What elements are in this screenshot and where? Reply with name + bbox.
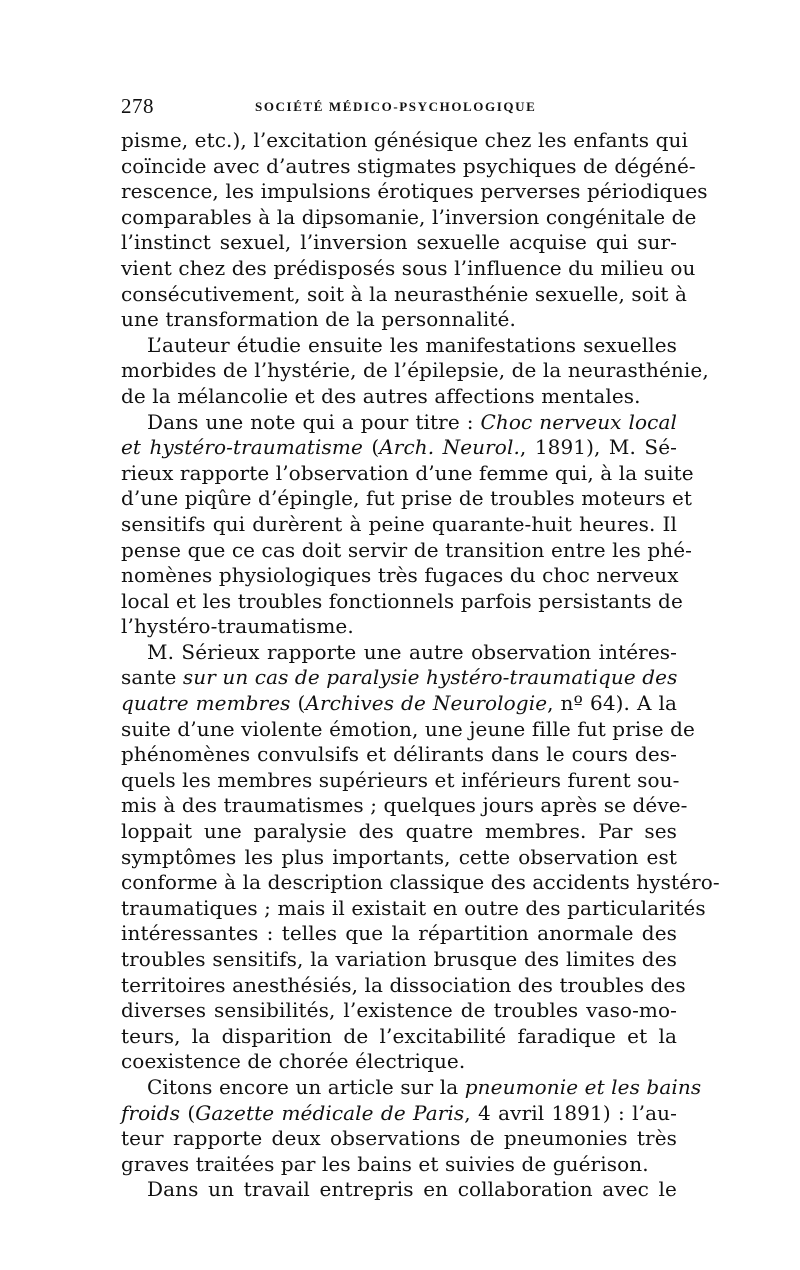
text-span: Dans une note qui a pour titre : — [147, 409, 481, 434]
text-line — [121, 230, 677, 256]
text-span: , nº 64). A la — [547, 691, 677, 716]
text-line — [121, 716, 695, 743]
text-span: suite d’une violente émotion, une jeune fille fut prise de — [121, 716, 695, 741]
text-line — [121, 767, 680, 794]
text-line — [121, 204, 697, 231]
text-span: de la mélancolie et des autres affections mentales. — [121, 383, 641, 408]
italic-text: quatre membres — [121, 691, 291, 716]
text-line — [121, 512, 677, 538]
text-line — [121, 845, 677, 871]
text-line — [121, 281, 687, 308]
text-line — [121, 665, 677, 691]
italic-text: Arch. Neurol. — [379, 435, 520, 460]
text-line — [121, 691, 677, 717]
text-line — [121, 563, 677, 589]
text-span: nomènes physiologiques très fugaces du choc nerveux — [121, 563, 679, 588]
text-line — [121, 410, 677, 436]
text-line — [121, 460, 694, 487]
italic-text: Gazette médicale de Paris — [195, 1100, 465, 1125]
text-span: pense que ce cas doit servir de transition entre les phé- — [121, 537, 693, 562]
text-line — [121, 1049, 677, 1075]
text-line — [121, 742, 677, 768]
text-span: comparables à la dipsomanie, l’inversion congénitale de — [121, 204, 697, 229]
text-span: Dans un travail entrepris en collaboration avec le — [147, 1177, 677, 1202]
text-line — [121, 384, 677, 410]
text-span: sante — [121, 665, 183, 690]
text-span: local et les troubles fonctionnels parfois persistants de — [121, 588, 683, 613]
text-line — [121, 179, 708, 205]
text-line — [121, 640, 677, 666]
text-span: une transformation de la personnalité. — [121, 307, 516, 332]
page-header — [121, 94, 677, 120]
text-line — [121, 588, 683, 615]
text-span: ( — [180, 1100, 196, 1125]
text-line — [121, 1024, 677, 1050]
page-number: 278 — [121, 94, 154, 118]
text-span: symptômes les plus importants, cette observation est — [121, 844, 677, 869]
italic-text: froids — [121, 1100, 181, 1125]
text-span: troubles sensitifs, la variation brusque des limites des — [121, 947, 677, 971]
body-text — [121, 128, 720, 1203]
text-span: traumatiques ; mais il existait en outre des particularités — [121, 895, 706, 920]
text-span: conforme à la description classique des accidents hystéro- — [121, 870, 720, 895]
italic-text: Archives de Neurologie — [305, 691, 548, 716]
text-span: ( — [290, 691, 306, 716]
text-span: morbides de l’hystérie, de l’épilepsie, de la neurasthénie, — [121, 358, 709, 383]
text-line — [121, 1101, 677, 1127]
text-span: pisme, etc.), l’excitation génésique chez les enfants qui — [121, 128, 688, 152]
text-line — [121, 819, 677, 845]
italic-text: sur un cas de paralysie hystéro-traumatique des — [182, 665, 678, 690]
text-line — [121, 537, 693, 564]
text-line — [121, 1152, 677, 1178]
text-line — [121, 435, 677, 461]
text-line — [121, 486, 693, 512]
text-line — [121, 895, 706, 922]
text-span: loppait une paralysie des quatre membres. Par ses — [121, 819, 677, 844]
text-line — [121, 947, 677, 973]
text-line — [121, 972, 686, 999]
italic-text: Choc nerveux local — [480, 409, 677, 434]
text-span: phénomènes convulsifs et délirants dans le cours des- — [121, 742, 677, 767]
text-line — [121, 128, 688, 154]
text-span: rieux rapporte l’observation d’une femme qui, à la suite — [121, 460, 694, 485]
text-span: d’une piqûre d’épingle, fut prise de troubles moteurs et — [121, 486, 693, 511]
text-line — [121, 307, 677, 333]
text-span: Citons encore un article sur la — [147, 1074, 465, 1099]
text-line — [121, 614, 677, 640]
text-span: , 1891), M. Sé- — [519, 435, 677, 460]
text-span: vient chez des prédisposés sous l’influence du milieu ou — [121, 255, 696, 280]
text-span: M. Sérieux rapporte une autre observation intéres- — [147, 639, 677, 664]
text-span: ( — [362, 435, 380, 460]
text-span: territoires anesthésiés, la dissociation des troubles des — [121, 972, 686, 997]
text-span: coexistence de chorée électrique. — [121, 1049, 466, 1074]
text-span: coïncide avec d’autres stigmates psychiques de dégéné- — [121, 153, 696, 178]
italic-text: et hystéro-traumatisme — [121, 435, 363, 460]
text-span: teurs, la disparition de l’excitabilité faradique et la — [121, 1023, 677, 1048]
text-span: consécutivement, soit à la neurasthénie sexuelle, soit à — [121, 281, 687, 306]
text-span: rescence, les impulsions érotiques perverses périodiques — [121, 179, 708, 204]
text-span: intéressantes : telles que la répartition anormale des — [121, 921, 677, 946]
text-span: l’hystéro-traumatisme. — [121, 614, 354, 639]
italic-text: pneumonie et les bains — [464, 1074, 702, 1099]
text-span: , 4 avril 1891) : l’au- — [464, 1100, 677, 1125]
text-line — [121, 333, 677, 359]
text-line — [121, 1126, 677, 1152]
text-span: diverses sensibilités, l’existence de troubles vaso-mo- — [121, 998, 677, 1023]
text-span: graves traitées par les bains et suivies de guérison. — [121, 1151, 649, 1176]
text-line — [121, 153, 696, 180]
text-span: teur rapporte deux observations de pneumonies très — [121, 1126, 677, 1151]
text-span: mis à des traumatismes ; quelques jours après se déve- — [121, 793, 688, 818]
text-span: sensitifs qui durèrent à peine quarante-huit heures. Il — [121, 511, 677, 536]
running-head: SOCIÉTÉ MÉDICO-PSYCHOLOGIQUE — [255, 99, 537, 114]
text-line — [121, 1177, 677, 1203]
text-line — [121, 793, 688, 819]
text-span: L’auteur étudie ensuite les manifestations sexuelles — [147, 332, 677, 357]
text-line — [121, 870, 720, 896]
text-line — [121, 255, 696, 282]
text-span: quels les membres supérieurs et inférieurs furent sou- — [121, 767, 680, 792]
text-line — [121, 358, 709, 384]
text-line — [121, 921, 677, 947]
text-line — [121, 998, 677, 1024]
text-span: l’instinct sexuel, l’inversion sexuelle acquise qui sur- — [121, 230, 677, 255]
text-line — [121, 1074, 702, 1101]
